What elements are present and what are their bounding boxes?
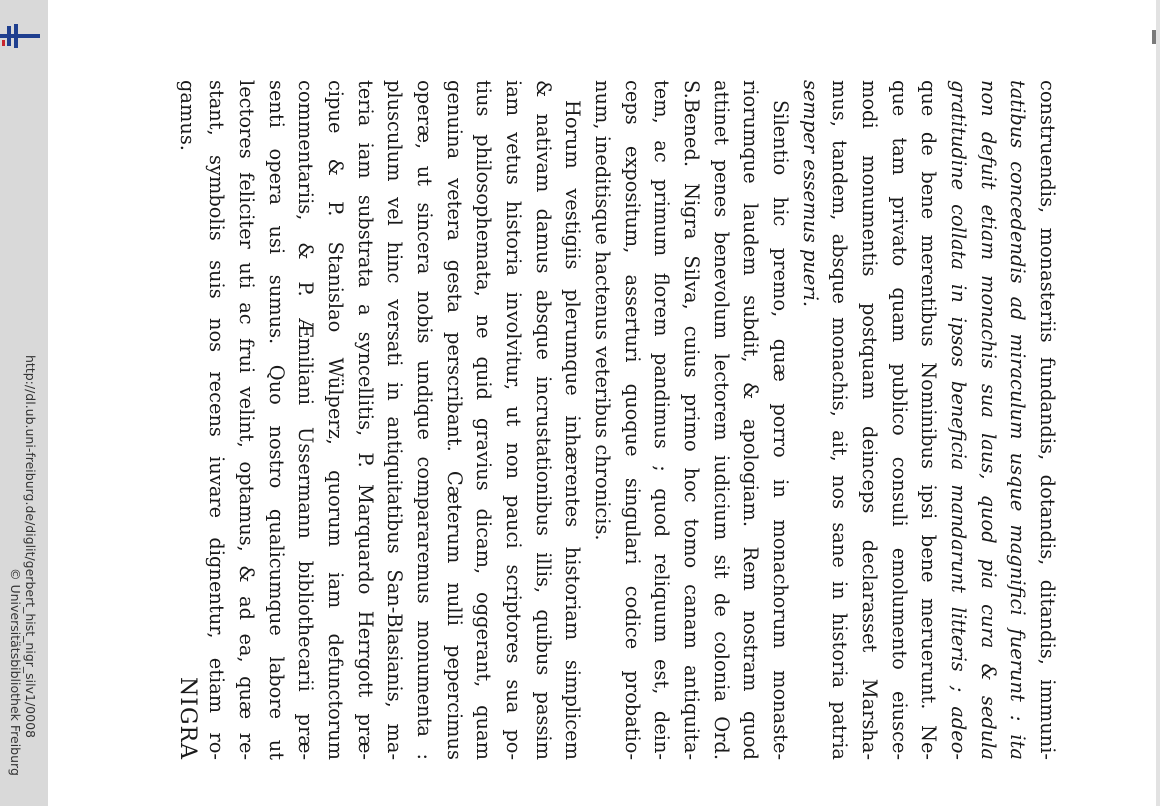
text-line: Horum vestigiis plerumque inhærentes historiam simplicem xyxy=(561,100,585,760)
text-line: senti opera usi sumus. Quo nostro qualicumque labore ut xyxy=(264,80,288,760)
copyright-notice: © Universitätsbibliothek Freiburg xyxy=(8,568,23,776)
text-line: commentariis, & P. Æmiliani Ussermann bibliothecarii præ- xyxy=(294,80,318,760)
text-line: genuina vetera gesta perscribant. Cæterum nulli pepercimus xyxy=(442,80,466,760)
text-line: num, ineditisque hactenus veteribus chronicis. xyxy=(591,80,614,541)
text-line: tatibus concedendis ad miraculum usque magnifici fuerunt : ita xyxy=(1006,80,1030,760)
sidebar-strip xyxy=(0,0,48,806)
text-line: ceps expositum, asserturi quoque singulari codice probatio- xyxy=(620,80,644,760)
text-line: attinet penes benevolum lectorem iudicium sit de colonia Ord. xyxy=(709,80,733,760)
text-line: modi monumentis postquam deinceps declarasset Marsha- xyxy=(858,80,881,760)
text-line: mus, tandem, absque monachis, ait, nos sane in historia patria xyxy=(828,80,852,760)
text-line: cipue & P. Stanislao Wülperz, quorum iam defunctorum xyxy=(324,80,347,760)
text-line: S.Bened. Nigra Silva, cuius primo hoc tomo canam antiquita- xyxy=(680,80,703,760)
text-line: riorumque laudem subdit, & apologiam. Rem nostram quod xyxy=(739,80,763,760)
text-line: tem, ac primum florem pandimus ; quod reliquum est, dein- xyxy=(650,80,674,760)
text-line: construendis, monasteriis fundandis, dotandis, ditandis, immuni- xyxy=(1036,80,1059,760)
sidebar-info xyxy=(0,0,48,806)
text-line: gamus. xyxy=(175,80,199,151)
text-line: que de bene merentibus Nominibus ipsi bene meruerunt. Ne- xyxy=(917,80,941,760)
text-line: tius philosophemata, ne quid gravius dicam, oggerant, quam xyxy=(472,80,496,760)
text-line: que tam privato quam publico consuli emolumento eiusce- xyxy=(887,80,911,760)
text-line: lectores feliciter uti ac frui velint, optamus, & ad ea, quæ re- xyxy=(235,80,258,760)
text-line: non defuit etiam monachis sua laus, quod pia cura & sedula xyxy=(976,80,1000,760)
right-edge-mark xyxy=(1152,30,1156,44)
text-line: stant, symbolis suis nos recens iuvare dignentur, etiam ro- xyxy=(205,80,229,760)
text-line: iam vetus historia involvitur, ut non pauci scriptores sua po- xyxy=(502,80,525,760)
text-line: gratitudine collata in ipsos beneficia mandarunt litteris ; adeo- xyxy=(947,80,970,760)
text-line: semper essemus pueri. xyxy=(798,80,822,307)
source-url[interactable]: http://dl.ub.uni-freiburg.de/diglit/gerbert_hist_nigr_silv1/0008 xyxy=(23,355,38,738)
text-line: & nativam damus absque incrustationibus illis, quibus passim xyxy=(531,80,555,760)
text-line: plusculum vel hinc versati in antiquitatibus San-Blasianis, ma- xyxy=(383,80,407,760)
text-line: Silentio hic premo, quæ porro in monachorum monaste- xyxy=(769,100,792,760)
scanned-page xyxy=(172,80,1062,780)
text-line: teria iam substrata a syncellitis, P. Marquardo Herrgott præ- xyxy=(353,80,377,760)
right-edge xyxy=(1156,0,1160,806)
text-line: operæ, ut sincera nobis undique compararemus monumenta : xyxy=(413,80,436,760)
catchword: NIGRA xyxy=(174,677,200,760)
